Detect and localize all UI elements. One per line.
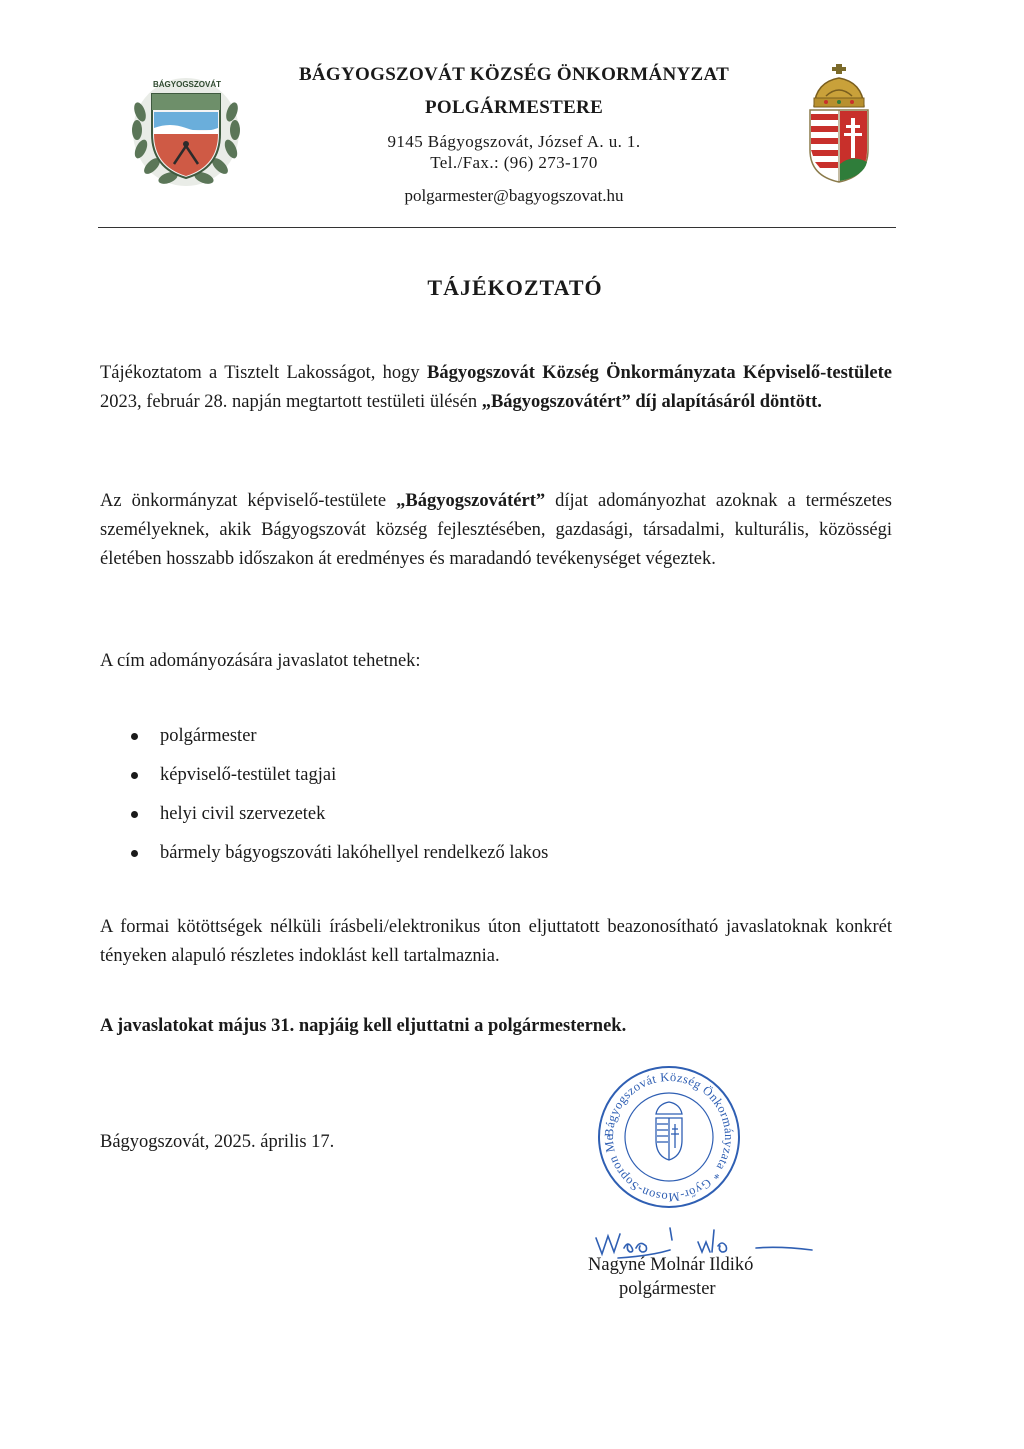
nominators-list <box>100 718 548 874</box>
list-item: bármely bágyogszováti lakóhellyel rendelkező lakos <box>100 835 548 874</box>
place-and-date: Bágyogszovát, 2025. április 17. <box>100 1132 335 1152</box>
signatory-role: polgármester <box>619 1279 716 1299</box>
list-item: helyi civil szervezetek <box>100 796 548 835</box>
hungarian-coat-of-arms <box>806 62 872 191</box>
paragraph-announcement: Tájékoztatom a Tisztelt Lakosságot, hogy Bágyogszovát Község Önkormányzata Képviselő-testülete 2023, február 28. napján megtartott testületi ülésén „Bágyogszovátért” díj alapításáról döntött. <box>100 363 892 412</box>
official-stamp <box>594 1062 744 1217</box>
deadline-notice: A javaslatokat május 31. napjáig kell eljuttatni a polgármesternek. <box>100 1016 627 1036</box>
telephone-fax: Tel./Fax.: (96) 273-170 <box>430 153 598 172</box>
logo-text: BÁGYOGSZOVÁT <box>152 80 221 89</box>
list-item: polgármester <box>100 718 548 757</box>
address: 9145 Bágyogszovát, József A. u. 1. <box>387 132 641 151</box>
signatory-name: Nagyné Molnár Ildikó <box>588 1255 754 1275</box>
list-item: képviselő-testület tagjai <box>100 757 548 796</box>
organization-name: BÁGYOGSZOVÁT KÖZSÉG ÖNKORMÁNYZAT <box>298 64 730 85</box>
paragraph-requirements: A formai kötöttségek nélküli írásbeli/elektronikus úton eljuttatott beazonosítható javaslatoknak konkrét tényeken alapuló részletes indoklást kell tartalmaznia. <box>100 917 892 966</box>
email-address[interactable]: polgarmester@bagyogszovat.hu <box>404 186 624 205</box>
header-divider <box>98 227 896 228</box>
organization-subtitle: POLGÁRMESTERE <box>424 97 604 118</box>
paragraph-award-description: Az önkormányzat képviselő-testülete „Bágyogszovátért” díjat adományozhat azoknak a természetes személyeknek, akik Bágyogszovát község fejlesztésében, gazdasági, társadalmi, kulturális, közösségi életében hosszabb időszakon át eredményes és maradandó tevékenységet végeztek. <box>100 491 892 569</box>
paragraph-nominators-intro: A cím adományozására javaslatot tehetnek: <box>100 651 421 671</box>
stamp-text: Bágyogszovát Község Önkormányzata * Győr-Moson-Sopron Me <box>601 1069 737 1205</box>
document-title: TÁJÉKOZTATÓ <box>427 275 603 300</box>
